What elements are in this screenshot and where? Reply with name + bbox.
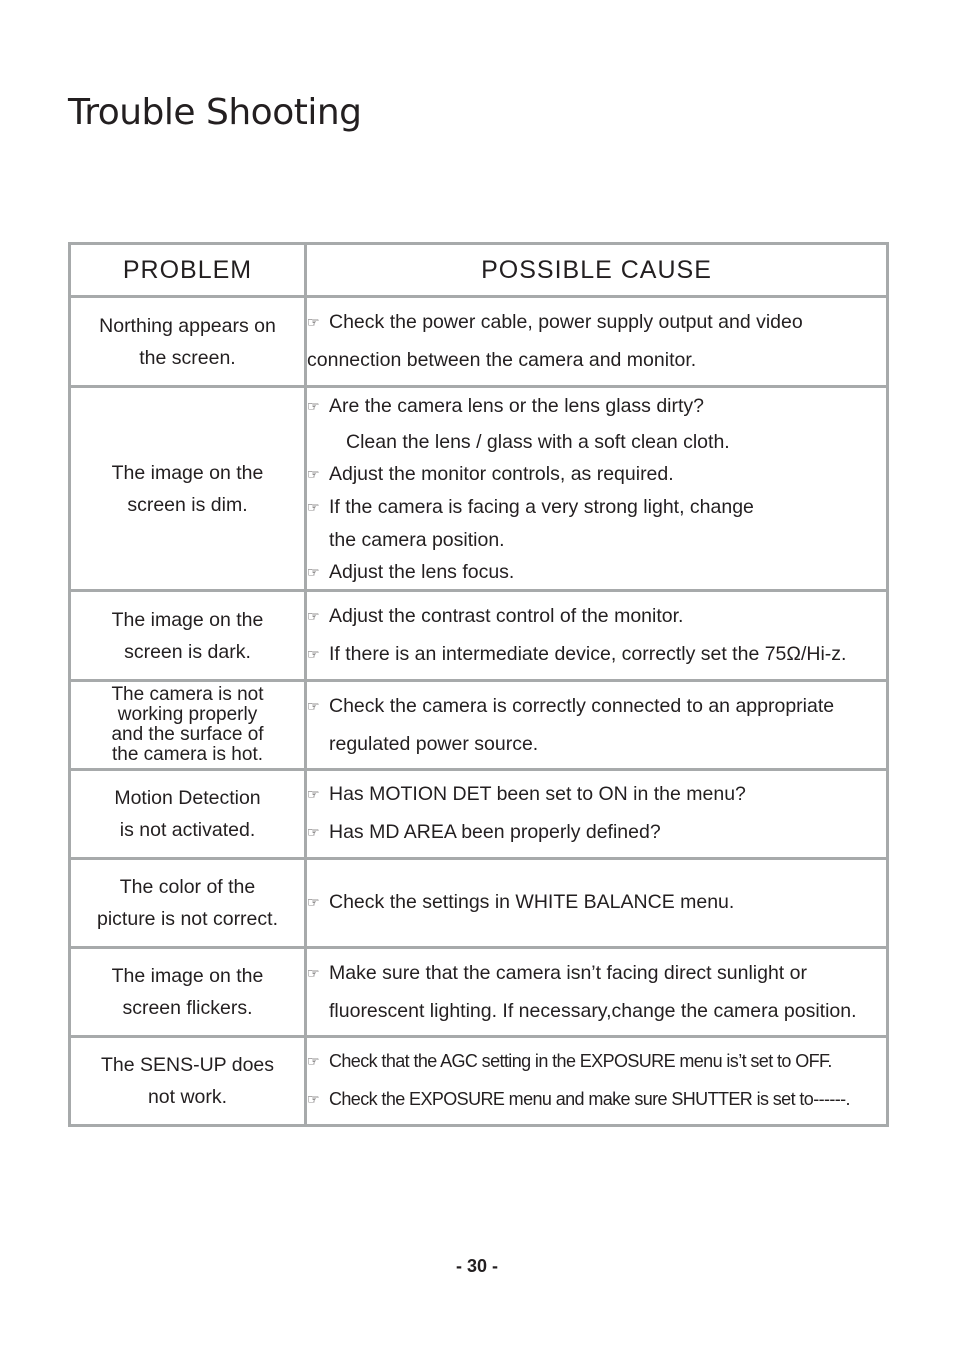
problem-text: the screen. [139,346,236,369]
table-row [70,1037,888,1126]
cause-item-continuation: Clean the lens / glass with a soft clean cloth. [346,431,730,453]
page-title: Trouble Shooting [68,92,362,133]
cause-item: ☞ If there is an intermediate device, correctly set the 75Ω/Hi-z. [307,636,886,674]
table-header-row [70,244,888,297]
pointing-hand-icon: ☞ [307,825,320,841]
pointing-hand-icon: ☞ [307,608,320,625]
problem-text: and the surface of [111,724,264,745]
pointing-hand-icon: ☞ [307,1054,319,1070]
cause-cell [306,1037,888,1126]
problem-text: screen is dim. [127,493,248,516]
cause-column-header: POSSIBLE CAUSE [306,244,888,297]
problem-text: the camera is hot. [111,744,264,765]
problem-cell [70,948,306,1037]
pointing-hand-icon: ☞ [307,500,320,516]
cause-item: ☞ Check that the AGC setting in the EXPOSURE menu is’t set to OFF. [307,1043,886,1081]
problem-cell [70,859,306,948]
table-row [70,591,888,681]
cause-item: ☞ Check the camera is correctly connected to an appropriate [307,688,886,726]
cause-item-continuation: fluorescent lighting. If necessary,change the camera position. [329,999,857,1022]
cause-item: ☞ Are the camera lens or the lens glass dirty? [307,388,886,426]
problem-column-header: PROBLEM [70,244,306,297]
pointing-hand-icon: ☞ [307,895,320,911]
cause-cell [306,770,888,859]
cause-item: ☞ Has MOTION DET been set to ON in the menu? [307,776,886,814]
table-row [70,297,888,387]
table-row [70,681,888,770]
problem-cell [70,297,306,387]
table-row [70,770,888,859]
cause-cell [306,859,888,948]
problem-cell [70,681,306,770]
pointing-hand-icon: ☞ [307,399,320,415]
pointing-hand-icon: ☞ [307,787,320,803]
problem-text: screen flickers. [122,997,253,1019]
problem-text: Motion Detection [114,787,261,809]
cause-item: ☞ If the camera is facing a very strong light, change [307,491,886,524]
pointing-hand-icon: ☞ [307,646,320,663]
pointing-hand-icon: ☞ [307,1092,319,1108]
problem-text: The camera is not [111,684,264,705]
cause-item: ☞ Check the settings in WHITE BALANCE menu. [307,884,886,922]
troubleshooting-table [68,242,889,1127]
pointing-hand-icon: ☞ [307,467,320,483]
cause-item: ☞ Has MD AREA been properly defined? [307,814,886,852]
problem-cell [70,591,306,681]
problem-cell [70,1037,306,1126]
problem-cell [70,387,306,591]
cause-cell [306,681,888,770]
problem-text: The image on the [111,608,264,631]
pointing-hand-icon: ☞ [307,965,320,982]
cause-cell [306,591,888,681]
cause-item: ☞ Adjust the lens focus. [307,556,886,589]
cause-cell [306,948,888,1037]
problem-text: The image on the [111,965,264,987]
problem-text: screen is dark. [124,640,251,663]
cause-item-continuation: regulated power source. [329,732,539,755]
problem-text: Northing appears on [99,314,276,337]
problem-text: is not activated. [119,819,256,841]
table-row [70,387,888,591]
cause-item-continuation: connection between the camera and monitor. [307,349,697,371]
cause-item: ☞ Adjust the contrast control of the monitor. [307,598,886,636]
cause-item-continuation: the camera position. [329,529,505,551]
problem-text: working properly [117,704,258,725]
cause-item: ☞ Check the power cable, power supply output and video [307,304,886,342]
table-row [70,948,888,1037]
problem-text: picture is not correct. [97,908,278,930]
cause-item: ☞ Adjust the monitor controls, as required. [307,458,886,491]
pointing-hand-icon: ☞ [307,698,320,715]
problem-text: The image on the [111,461,264,484]
table-row [70,859,888,948]
cause-cell [306,387,888,591]
cause-item: ☞ Make sure that the camera isn’t facing direct sunlight or [307,955,886,993]
problem-text: The SENS-UP does [100,1054,275,1076]
problem-text: not work. [147,1086,228,1108]
problem-cell [70,770,306,859]
page-number: - 30 - [455,1256,498,1276]
cause-cell [306,297,888,387]
cause-item: ☞ Check the EXPOSURE menu and make sure SHUTTER is set to------. [307,1081,886,1119]
pointing-hand-icon: ☞ [307,315,320,331]
problem-text: The color of the [119,876,256,898]
pointing-hand-icon: ☞ [307,565,320,581]
